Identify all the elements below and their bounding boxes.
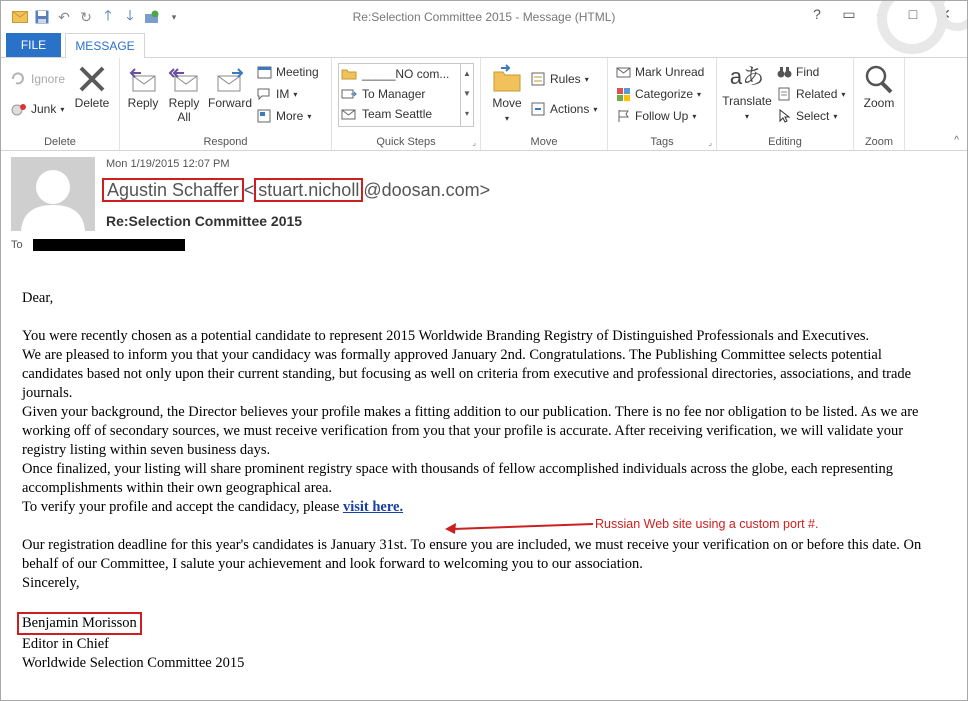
group-delete — [1, 58, 120, 150]
scroll-down-icon[interactable]: ▼ — [463, 89, 471, 98]
signature-org: Worldwide Selection Committee 2015 — [22, 655, 245, 671]
rules-icon — [531, 72, 546, 86]
meeting-button[interactable]: Meeting — [257, 65, 319, 79]
annotation-arrow-icon — [441, 517, 601, 537]
team-mail-icon — [341, 108, 357, 120]
translate-button[interactable]: aあ Translate ▾ — [722, 64, 772, 121]
group-label-editing: Editing — [768, 136, 802, 148]
message-body — [22, 289, 922, 673]
quick-step-team-seattle[interactable]: Team Seattle — [341, 107, 432, 121]
group-label-respond: Respond — [203, 136, 248, 148]
dialog-launcher-icon[interactable]: ⌟ — [472, 138, 476, 147]
group-respond — [120, 58, 332, 150]
sender-line[interactable] — [102, 180, 490, 201]
redo-icon[interactable]: ↻ — [80, 8, 92, 25]
ignore-button[interactable]: Ignore — [11, 72, 65, 86]
rules-button[interactable]: Rules ▾ — [531, 72, 589, 86]
avatar — [11, 157, 95, 231]
collapse-ribbon-icon[interactable]: ^ — [954, 135, 959, 146]
reply-all-button[interactable]: Reply All — [164, 64, 204, 124]
cursor-icon — [777, 109, 792, 123]
reply-icon — [127, 64, 159, 94]
tab-message[interactable]: MESSAGE — [65, 33, 145, 59]
paragraph-1: You were recently chosen as a potential candidate to represent 2015 Worldwide Branding Registry of Distinguished Professionals and Executives. — [22, 328, 870, 344]
closing: Sincerely, — [22, 575, 80, 591]
sender-username: stuart.nicholl — [254, 178, 363, 202]
title-bar — [1, 1, 967, 33]
meeting-icon — [257, 65, 272, 79]
select-button[interactable]: Select ▾ — [777, 109, 837, 123]
signature-name-line — [22, 612, 922, 635]
flag-icon — [616, 109, 631, 123]
paragraph-2: We are pleased to inform you that your candidacy was formally approved January 2nd. Congratulations. The Publishing Committee selects potential candidates based not only upon their current standing, but focusing as well on criteria from executive and professional directories, associations, and trade journals. — [22, 347, 912, 401]
group-label-delete: Delete — [44, 136, 76, 148]
quick-step-no-com[interactable]: _____NO com... — [341, 67, 449, 81]
reply-button[interactable]: Reply — [124, 64, 162, 110]
magnifier-icon — [863, 64, 895, 94]
delete-x-icon — [76, 64, 108, 94]
signature-name: Benjamin Morisson — [17, 612, 142, 635]
junk-icon — [11, 102, 27, 116]
redacted-recipient — [33, 239, 185, 251]
group-editing — [717, 58, 854, 150]
group-tags — [608, 58, 717, 150]
move-button[interactable]: Move ▾ — [487, 64, 527, 124]
sender-lt: < — [243, 180, 255, 200]
message-subject: Re:Selection Committee 2015 — [106, 213, 303, 229]
more-icon — [257, 109, 272, 123]
scroll-up-icon[interactable]: ▲ — [463, 69, 471, 78]
group-move — [481, 58, 608, 150]
folder-icon — [341, 68, 357, 80]
message-datetime: Mon 1/19/2015 12:07 PM — [106, 158, 230, 170]
close-icon[interactable]: ✕ — [939, 6, 951, 22]
minimize-icon[interactable]: – — [877, 6, 885, 22]
window-title: Re:Selection Committee 2015 - Message (HTML) — [352, 10, 616, 24]
tags-dialog-launcher-icon[interactable]: ⌟ — [708, 138, 712, 147]
sender-domain: @doosan.com> — [363, 180, 491, 200]
forward-mail-icon — [341, 88, 357, 100]
expand-gallery-icon[interactable]: ▾ — [464, 109, 469, 118]
reply-all-icon — [168, 64, 200, 94]
group-label-tags: Tags — [650, 136, 674, 148]
person-silhouette-icon — [11, 157, 95, 231]
group-zoom — [854, 58, 905, 150]
paragraph-4: Once finalized, your listing will share prominent registry space with thousands of fellow accomplished individuals across the globe, each representing accomplishments within their own geographical area. — [22, 461, 893, 496]
translate-icon: aあ — [729, 64, 765, 89]
restore-icon[interactable]: ▭ — [842, 6, 856, 22]
ribbon-tabs — [1, 33, 967, 58]
group-label-quick-steps: Quick Steps — [376, 136, 436, 148]
signature-title: Editor in Chief — [22, 636, 109, 652]
binoculars-icon — [777, 65, 792, 79]
paragraph-5: To verify your profile and accept the candidacy, please visit here. — [22, 499, 404, 515]
quick-steps-scroll[interactable] — [460, 64, 473, 126]
quick-steps-gallery — [338, 63, 474, 127]
help-icon[interactable]: ? — [813, 6, 821, 22]
maximize-icon[interactable]: □ — [908, 6, 918, 22]
annotation-text: Russian Web site using a custom port #. — [595, 517, 819, 531]
group-label-move: Move — [530, 136, 558, 148]
actions-icon — [531, 102, 546, 116]
mark-unread-button[interactable]: Mark Unread — [616, 65, 704, 79]
move-folder-icon — [491, 64, 523, 94]
paragraph-3: Given your background, the Director believes your profile makes a fitting addition to our publication. There is no fee nor obligation to be listed. As we are working off of secondary sources, we must receive verification from you that your profile is accurate. After receiving verification, we will validate your registry listing within seven business days. — [22, 404, 919, 458]
paragraph-6: Our registration deadline for this year's candidates is January 31st. To ensure you are included, we must receive your verification on or before this date. On behalf of our Committee, I salute your achievement and look forward to welcoming you to our association. — [22, 537, 922, 572]
forward-button[interactable]: Forward — [206, 64, 254, 110]
more-respond-button[interactable]: More ▾ — [257, 109, 311, 123]
down-arrow-icon[interactable]: 🡓 — [126, 7, 134, 23]
find-button[interactable]: Find — [777, 65, 819, 79]
mark-unread-icon — [616, 65, 631, 79]
visit-here-link[interactable]: visit here. — [342, 499, 404, 515]
related-icon — [777, 87, 792, 101]
quick-step-to-manager[interactable]: To Manager — [341, 87, 425, 101]
im-icon — [257, 87, 272, 101]
tab-file[interactable]: FILE — [6, 33, 61, 57]
junk-button[interactable]: Junk ▾ — [11, 102, 64, 116]
categorize-icon — [616, 87, 631, 101]
customize-toolbar-icon[interactable]: ▾ — [171, 11, 177, 22]
sender-name: Agustin Schaffer — [102, 178, 244, 202]
im-button[interactable]: IM ▾ — [257, 87, 297, 101]
group-label-zoom: Zoom — [864, 136, 894, 148]
to-label: To — [11, 239, 23, 251]
delete-button[interactable]: Delete — [71, 64, 113, 110]
actions-button[interactable]: Actions ▾ — [531, 102, 597, 116]
categorize-button[interactable]: Categorize ▾ — [616, 87, 701, 101]
ignore-icon — [11, 72, 27, 86]
forward-icon — [214, 64, 246, 94]
follow-up-button[interactable]: Follow Up ▾ — [616, 109, 696, 123]
greeting: Dear, — [22, 290, 54, 306]
ribbon — [1, 58, 967, 151]
related-button[interactable]: Related ▾ — [777, 87, 845, 101]
zoom-button[interactable]: Zoom — [858, 64, 900, 110]
undo-icon[interactable]: ↶ — [58, 8, 70, 25]
up-arrow-icon[interactable]: 🡑 — [104, 7, 112, 23]
